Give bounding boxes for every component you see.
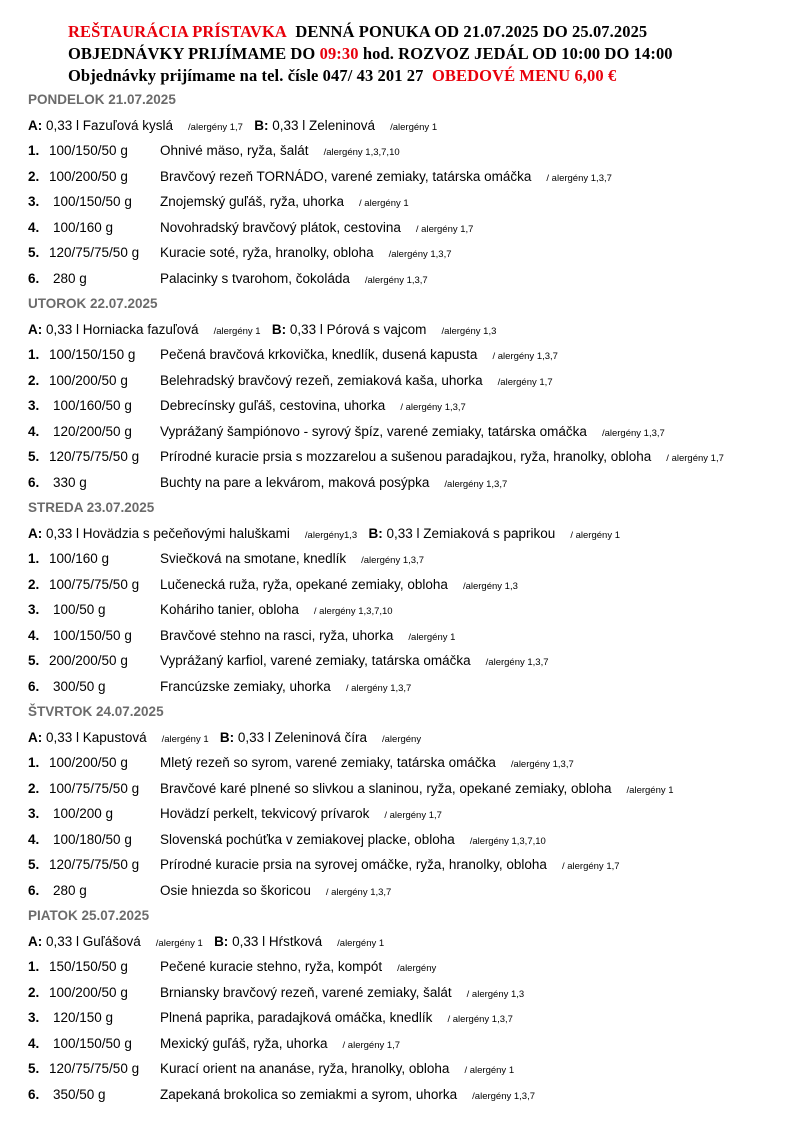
item-number: 3. (28, 194, 40, 209)
item-number: 1. (28, 959, 40, 974)
dish-name: Vyprážaný karfiol, varené zemiaky, tatárska omáčka (160, 653, 471, 668)
soup-a-allergens: /alergény1,3 (304, 530, 358, 541)
item-dish (160, 832, 546, 847)
item-portion: 100/200/50 g (49, 984, 128, 1000)
item-number: 3. (28, 1010, 40, 1025)
item-number: 1. (28, 143, 40, 158)
item-number: 4. (28, 627, 40, 643)
item-dish (160, 373, 553, 388)
item-allergens: / alergény 1,3,7,10 (313, 606, 393, 617)
item-allergens: /alergény 1,3,7 (485, 657, 549, 668)
item-allergens: /alergény 1,3,7,10 (323, 147, 400, 158)
item-dish (160, 220, 473, 235)
item-portion: 100/180/50 g (53, 831, 132, 847)
dish-name: Prírodné kuracie prsia na syrovej omáčke, ryža, hranolky, obloha (160, 857, 547, 872)
item-allergens: /alergény 1,3,7 (510, 759, 574, 770)
day-title: PONDELOK 21.07.2025 (28, 92, 176, 107)
item-number: 6. (28, 882, 40, 898)
dish-name: Bravčový rezeň TORNÁDO, varené zemiaky, tatárska omáčka (160, 168, 532, 184)
item-allergens: / alergény 1,3 (466, 988, 525, 1000)
item-dish (160, 551, 424, 566)
item-dish (160, 449, 724, 464)
soup-a: 0,33 l Fazuľová kyslá (46, 118, 174, 133)
item-number: 4. (28, 423, 40, 439)
item-number: 5. (28, 653, 40, 668)
item-dish (160, 781, 674, 796)
item-allergens: /alergény 1 (626, 784, 674, 796)
soup-a: 0,33 l Horniacka fazuľová (46, 322, 199, 337)
soup-a-label: A: (28, 322, 43, 337)
item-allergens: / alergény 1,7 (561, 861, 620, 872)
dish-name: Prírodné kuracie prsia s mozzarelou a sušenou paradajkou, ryža, hranolky, obloha (160, 449, 652, 464)
item-dish (160, 985, 524, 1000)
item-allergens: /alergény 1,3,7 (444, 478, 508, 490)
item-allergens: /alergény 1,3,7 (361, 555, 424, 566)
item-allergens: / alergény 1,7 (384, 810, 442, 821)
soup-b-allergens: /alergény 1 (390, 122, 438, 133)
item-portion: 100/150/50 g (49, 143, 128, 158)
dish-name: Kuracie soté, ryža, hranolky, obloha (160, 245, 374, 260)
item-dish (160, 577, 518, 592)
item-dish (160, 194, 409, 209)
item-portion: 100/160 g (53, 219, 114, 235)
item-dish (160, 755, 574, 770)
soup-a-allergens: /alergény 1 (155, 938, 203, 949)
item-number: 1. (28, 755, 40, 770)
soup-row (28, 526, 620, 541)
item-dish (160, 602, 393, 617)
dish-name: Pečená bravčová krkovička, knedlík, dusená kapusta (160, 347, 478, 362)
item-portion: 300/50 g (53, 678, 106, 694)
item-number: 2. (28, 168, 40, 184)
order-deadline-label: OBJEDNÁVKY PRIJÍMAME DO (68, 44, 316, 63)
soup-a-allergens: /alergény 1 (213, 326, 261, 337)
dish-name: Francúzske zemiaky, uhorka (160, 678, 331, 694)
soup-a-label: A: (28, 934, 43, 949)
soup-b-allergens: /alergény (382, 734, 422, 745)
item-allergens: /alergény 1,3,7,10 (469, 835, 546, 847)
item-portion: 100/150/150 g (49, 347, 136, 362)
item-dish (160, 143, 400, 158)
item-portion: 350/50 g (53, 1086, 106, 1102)
soup-b-allergens: / alergény 1 (570, 530, 620, 541)
item-portion: 120/75/75/50 g (49, 449, 140, 464)
dish-name: Plnená paprika, paradajková omáčka, knedlík (160, 1010, 433, 1025)
dish-name: Buchty na pare a lekvárom, maková posýpka (160, 474, 430, 490)
item-dish (160, 475, 507, 490)
item-portion: 280 g (53, 882, 87, 898)
dish-name: Osie hniezda so škoricou (160, 882, 311, 898)
item-dish (160, 653, 549, 668)
soup-b: 0,33 l Zeleninová (272, 118, 376, 133)
dish-name: Mletý rezeň so syrom, varené zemiaky, tatárska omáčka (160, 755, 496, 770)
item-allergens: / alergény 1,3,7 (546, 172, 612, 184)
item-number: 2. (28, 576, 40, 592)
dish-name: Znojemský guľáš, ryža, uhorka (160, 194, 345, 209)
item-portion: 100/50 g (53, 602, 106, 617)
offer-period: DENNÁ PONUKA OD 21.07.2025 DO 25.07.2025 (295, 22, 648, 41)
item-number: 1. (28, 347, 40, 362)
item-number: 1. (28, 551, 40, 566)
dish-name: Slovenská pochúťka v zemiakovej placke, obloha (160, 831, 455, 847)
soup-b: 0,33 l Zemiaková s paprikou (386, 526, 556, 541)
dish-name: Novohradský bravčový plátok, cestovina (160, 219, 401, 235)
menu-price: OBEDOVÉ MENU 6,00 € (431, 66, 617, 85)
soup-b: 0,33 l Zeleninová číra (237, 730, 367, 745)
item-dish (160, 959, 436, 974)
soup-row (28, 934, 384, 949)
dish-name: Sviečková na smotane, knedlík (160, 551, 347, 566)
day-title: ŠTVRTOK 24.07.2025 (28, 704, 164, 719)
soup-a-allergens: /alergény 1 (161, 734, 209, 745)
item-number: 6. (28, 678, 40, 694)
soup-b-label: B: (254, 118, 269, 133)
item-allergens: / alergény 1,3,7 (400, 402, 466, 413)
item-dish (160, 1010, 513, 1025)
item-dish (160, 424, 665, 439)
item-dish (160, 347, 558, 362)
delivery-hours: hod. ROZVOZ JEDÁL OD 10:00 DO 14:00 (362, 44, 673, 63)
item-number: 2. (28, 984, 40, 1000)
item-allergens: / alergény 1,7 (342, 1039, 401, 1051)
item-allergens: /alergény 1,3,7 (388, 249, 452, 260)
item-number: 3. (28, 806, 40, 821)
item-dish (160, 857, 620, 872)
item-allergens: / alergény 1,3,7 (492, 351, 558, 362)
dish-name: Lučenecká ruža, ryža, opekané zemiaky, obloha (160, 576, 448, 592)
item-allergens: /alergény 1,3,7 (472, 1090, 536, 1102)
soup-b-label: B: (219, 730, 235, 745)
item-portion: 330 g (53, 474, 87, 490)
item-portion: 100/200/50 g (49, 168, 128, 184)
item-allergens: /alergény 1,3 (462, 580, 518, 592)
dish-name: Ohnivé mäso, ryža, šalát (160, 143, 309, 158)
dish-name: Mexický guľáš, ryža, uhorka (160, 1035, 328, 1051)
item-allergens: /alergény 1,7 (497, 376, 553, 388)
soup-b: 0,33 l Pórová s vajcom (289, 322, 427, 337)
item-allergens: / alergény 1 (464, 1065, 515, 1076)
dish-name: Bravčové stehno na rasci, ryža, uhorka (160, 627, 394, 643)
item-portion: 100/75/75/50 g (49, 780, 140, 796)
header-line-1 (68, 22, 647, 42)
dish-name: Vyprážaný šampiónovo - syrový špíz, varené zemiaky, tatárska omáčka (160, 423, 587, 439)
item-number: 6. (28, 1086, 40, 1102)
item-portion: 100/160 g (49, 551, 110, 566)
dish-name: Belehradský bravčový rezeň, zemiaková kaša, uhorka (160, 372, 483, 388)
item-dish (160, 679, 411, 694)
soup-b-label: B: (368, 526, 383, 541)
item-portion: 100/200/50 g (49, 755, 128, 770)
item-number: 4. (28, 219, 40, 235)
item-number: 6. (28, 270, 40, 286)
item-portion: 100/160/50 g (53, 398, 132, 413)
item-dish (160, 245, 452, 260)
item-portion: 120/200/50 g (53, 423, 132, 439)
dish-name: Debrecínsky guľáš, cestovina, uhorka (160, 398, 386, 413)
order-deadline-time: 09:30 (319, 44, 359, 63)
item-portion: 200/200/50 g (49, 653, 128, 668)
soup-b: 0,33 l Hŕstková (232, 934, 323, 949)
dish-name: Koháriho tanier, obloha (160, 602, 299, 617)
item-number: 6. (28, 474, 40, 490)
item-number: 3. (28, 602, 40, 617)
item-number: 5. (28, 857, 40, 872)
item-dish (160, 169, 612, 184)
soup-b-allergens: /alergény 1,3 (441, 326, 497, 337)
item-number: 4. (28, 831, 40, 847)
soup-row (28, 730, 421, 745)
item-allergens: / alergény 1 (359, 198, 409, 209)
item-allergens: / alergény 1,3,7 (447, 1014, 513, 1025)
day-title: STREDA 23.07.2025 (28, 500, 155, 515)
item-allergens: /alergény (397, 963, 437, 974)
header-line-3 (68, 66, 616, 86)
item-portion: 120/75/75/50 g (49, 245, 140, 260)
soup-a: 0,33 l Hovädzia s pečeňovými haluškami (46, 526, 290, 541)
header-line-2 (68, 44, 673, 64)
dish-name: Brniansky bravčový rezeň, varené zemiaky, šalát (160, 984, 452, 1000)
soup-a: 0,33 l Guľášová (46, 934, 141, 949)
soup-b-label: B: (214, 934, 229, 949)
soup-row (28, 118, 437, 133)
item-dish (160, 398, 466, 413)
item-dish (160, 271, 428, 286)
soup-a-label: A: (28, 526, 43, 541)
soup-a-allergens: /alergény 1,7 (188, 122, 243, 133)
item-number: 2. (28, 372, 40, 388)
item-portion: 100/150/50 g (53, 627, 132, 643)
item-portion: 150/150/50 g (49, 959, 128, 974)
item-dish (160, 806, 442, 821)
item-number: 5. (28, 449, 40, 464)
item-allergens: /alergény 1,3,7 (601, 427, 665, 439)
item-portion: 100/200 g (53, 806, 114, 821)
item-portion: 100/150/50 g (53, 194, 132, 209)
item-dish (160, 628, 455, 643)
item-portion: 120/150 g (53, 1010, 114, 1025)
soup-a-label: A: (28, 730, 43, 745)
item-portion: 100/200/50 g (49, 372, 128, 388)
item-dish (160, 1036, 400, 1051)
item-allergens: / alergény 1,3,7 (325, 886, 392, 898)
soup-b-label: B: (271, 322, 287, 337)
item-number: 5. (28, 1061, 40, 1076)
soup-a: 0,33 l Kapustová (46, 730, 147, 745)
item-allergens: / alergény 1,7 (415, 223, 474, 235)
item-portion: 280 g (53, 270, 87, 286)
item-allergens: /alergény 1 (408, 631, 456, 643)
day-title: UTOROK 22.07.2025 (28, 296, 158, 311)
item-number: 2. (28, 780, 40, 796)
dish-name: Zapekaná brokolica so zemiakmi a syrom, uhorka (160, 1086, 458, 1102)
item-portion: 100/75/75/50 g (49, 576, 140, 592)
soup-b-allergens: /alergény 1 (337, 938, 385, 949)
item-portion: 120/75/75/50 g (49, 1061, 140, 1076)
item-number: 4. (28, 1035, 40, 1051)
restaurant-name: REŠTAURÁCIA PRÍSTAVKA (68, 22, 287, 41)
item-number: 5. (28, 245, 40, 260)
day-title: PIATOK 25.07.2025 (28, 908, 150, 923)
item-dish (160, 1061, 514, 1076)
item-portion: 100/150/50 g (53, 1035, 132, 1051)
dish-name: Bravčové karé plnené so slivkou a slaninou, ryža, opekané zemiaky, obloha (160, 780, 612, 796)
item-allergens: /alergény 1,3,7 (364, 274, 428, 286)
item-portion: 120/75/75/50 g (49, 857, 140, 872)
item-dish (160, 883, 391, 898)
item-allergens: / alergény 1,7 (666, 453, 724, 464)
phone-info: Objednávky prijímame na tel. čísle 047/ 43 201 27 (68, 66, 424, 85)
dish-name: Hovädzí perkelt, tekvicový prívarok (160, 806, 370, 821)
item-allergens: / alergény 1,3,7 (345, 682, 412, 694)
dish-name: Pečené kuracie stehno, ryža, kompót (160, 959, 383, 974)
soup-a-label: A: (28, 118, 43, 133)
item-number: 3. (28, 398, 40, 413)
dish-name: Kurací orient na ananáse, ryža, hranolky, obloha (160, 1061, 450, 1076)
dish-name: Palacinky s tvarohom, čokoláda (160, 270, 350, 286)
item-dish (160, 1087, 535, 1102)
soup-row (28, 322, 496, 337)
